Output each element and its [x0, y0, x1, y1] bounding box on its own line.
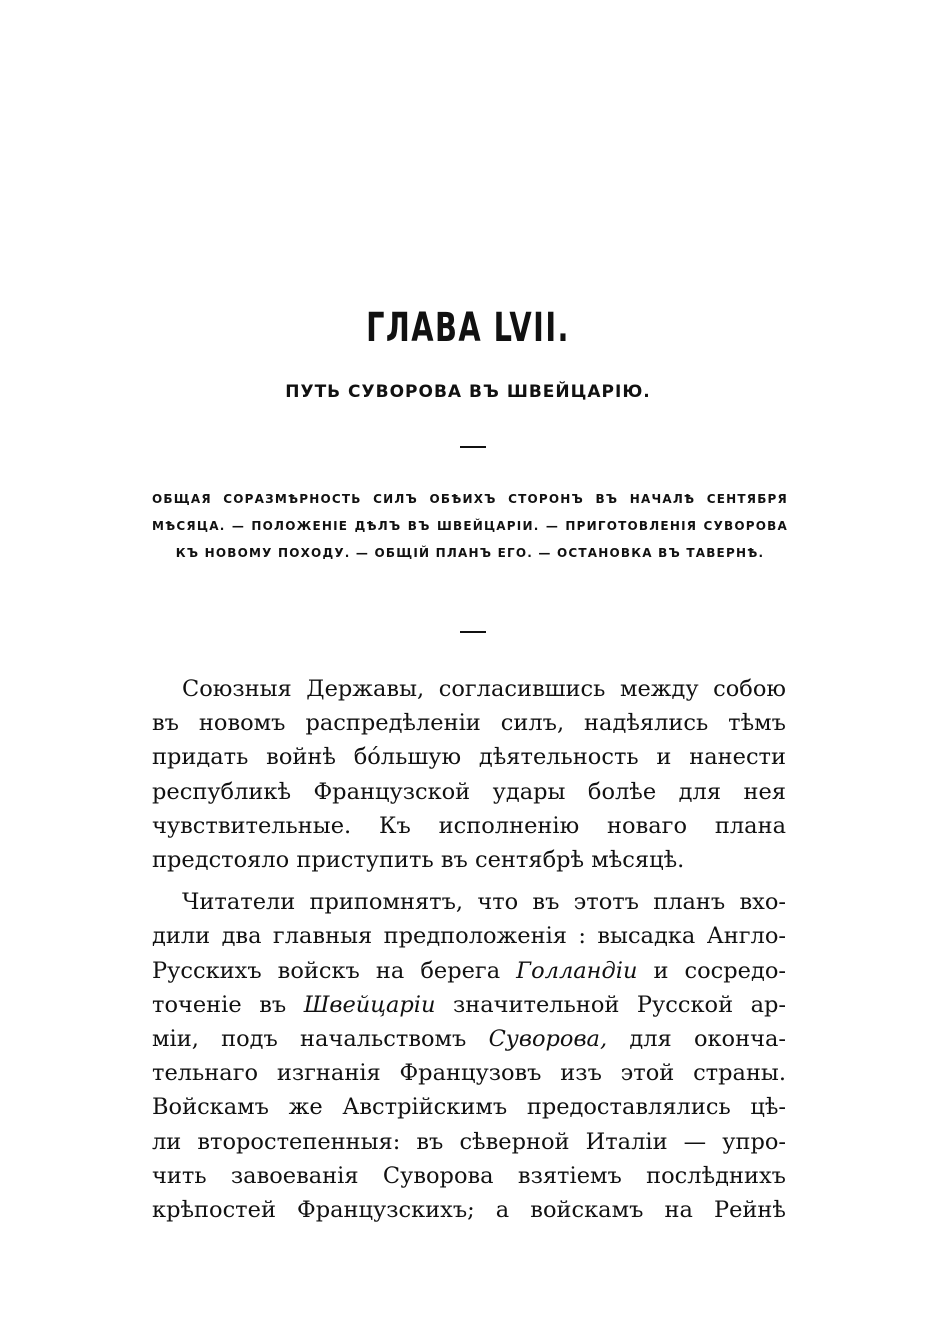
chapter-title: ГЛАВА LVII. [366, 305, 570, 351]
chapter-subtitle: ПУТЬ СУВОРОВА ВЪ ШВЕЙЦАРІЮ. [285, 382, 651, 402]
section-divider [460, 631, 486, 633]
text-line: республикѣ Французской удары болѣе для нея [152, 778, 786, 805]
text-line: ли второстепенныя: въ сѣверной Италіи — упро- [152, 1128, 786, 1155]
text-line [152, 954, 786, 988]
text-line: въ новомъ распредѣленіи силъ, надѣялись тѣмъ [152, 710, 786, 737]
text-line [152, 988, 786, 1022]
italic-place-name: Швейцаріи [303, 991, 436, 1018]
text-line: чувствительные. Къ исполненію новаго плана [152, 812, 786, 839]
text-run: точеніе въ [152, 991, 304, 1018]
text-run: Русскихъ войскъ на берега [152, 957, 517, 984]
chapter-summary: ОБЩАЯ СОРАЗМѢРНОСТЬ СИЛЪ ОБѢИХЪ СТОРОНЪ ВЪ НАЧАЛѢ СЕНТЯБРЯ МѢСЯЦА. — ПОЛОЖЕНІЕ ДѢЛЪ ВЪ ШВЕЙЦАРІИ. — ПРИГОТОВЛЕНІЯ СУВОРОВА КЪ НОВОМУ ПОХОДУ. — ОБЩІЙ ПЛАНЪ ЕГО. — ОСТАНОВКА ВЪ ТАВЕРНѢ. [152, 492, 788, 560]
paragraph [152, 885, 786, 1227]
italic-person-name: Суворова, [488, 1026, 608, 1053]
text-line [152, 1022, 786, 1056]
text-line: Читатели припомнятъ, что въ этотъ планъ вхо- [182, 889, 786, 916]
section-divider [460, 446, 486, 448]
text-run: міи, подъ начальствомъ [152, 1026, 489, 1053]
body-text [152, 672, 786, 1227]
paragraph [152, 672, 786, 877]
text-line: чить завоеванія Суворова взятіемъ послѣднихъ [152, 1162, 786, 1189]
text-line: крѣпостей Французскихъ; а войскамъ на Рейнѣ [152, 1197, 786, 1224]
text-run: значительной Русской ар- [435, 991, 786, 1018]
text-line: тельнаго изгнанія Французовъ изъ этой страны. [152, 1060, 786, 1087]
text-line: Союзныя Державы, согласившись между собою [182, 676, 786, 702]
text-line: придать войнѣ бóльшую дѣятельность и нанести [152, 744, 786, 771]
text-line: предстояло приступить въ сентябрѣ мѣсяцѣ. [152, 847, 685, 874]
text-line: дили два главныя предположенія : высадка Англо- [152, 923, 786, 950]
text-run: для оконча- [607, 1026, 786, 1053]
text-line: Войскамъ же Австрійскимъ предоставлялись цѣ- [152, 1094, 786, 1121]
italic-place-name: Голландіи [516, 957, 638, 984]
text-run: и сосредо- [637, 957, 786, 984]
